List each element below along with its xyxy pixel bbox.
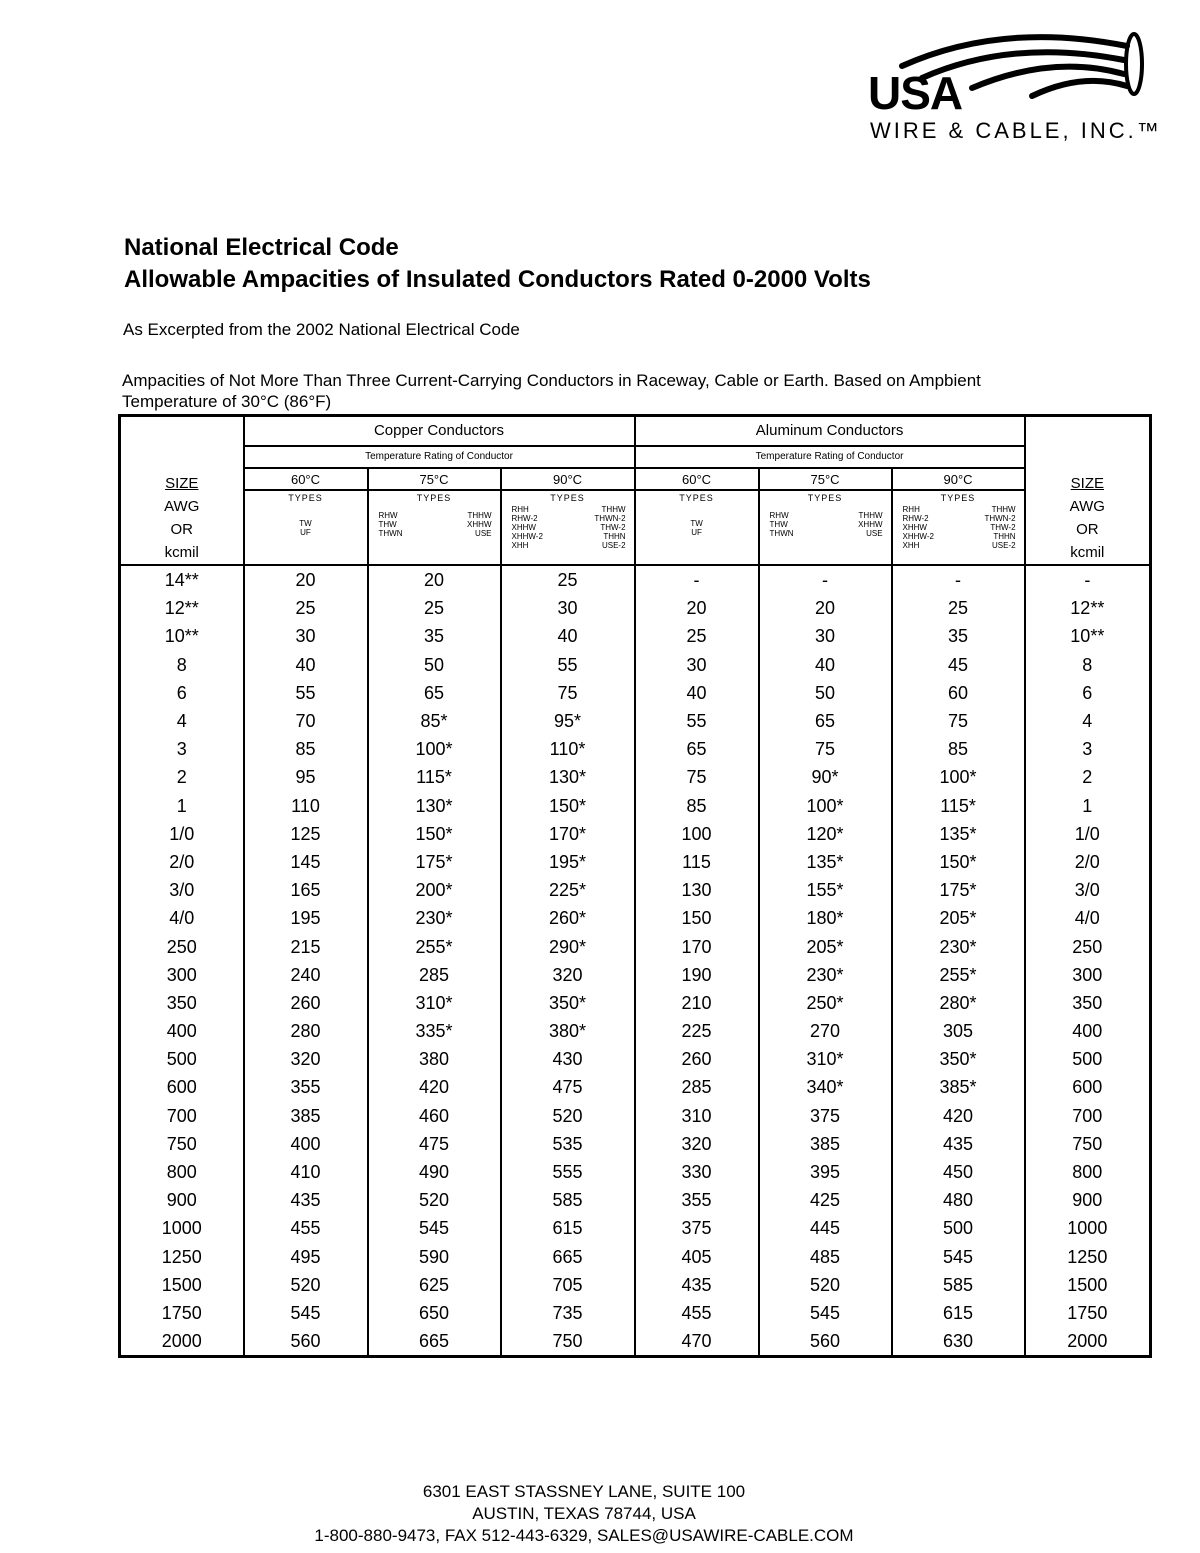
size-header-right: [1025, 416, 1151, 566]
table-row: [120, 735, 1151, 763]
cell-size: 1/0: [120, 820, 244, 848]
cell-cu-75: 625: [368, 1271, 501, 1299]
cell-al-75: 20: [759, 594, 892, 622]
cell-al-60: 85: [635, 792, 759, 820]
cu-temp-90: 90°C: [501, 468, 635, 490]
cell-cu-60: 110: [244, 792, 368, 820]
cell-size: 1500: [120, 1271, 244, 1299]
cell-cu-75: 150*: [368, 820, 501, 848]
cell-size: 400: [120, 1017, 244, 1045]
table-row: [120, 820, 1151, 848]
cell-al-60: 435: [635, 1271, 759, 1299]
table-row: [120, 1045, 1151, 1073]
cell-cu-90: 25: [501, 565, 635, 594]
cell-al-90: 585: [892, 1271, 1025, 1299]
cell-cu-60: 125: [244, 820, 368, 848]
cell-cu-60: 165: [244, 876, 368, 904]
cell-cu-75: 200*: [368, 876, 501, 904]
cell-cu-60: 20: [244, 565, 368, 594]
table-row: [120, 763, 1151, 791]
cell-al-60: 130: [635, 876, 759, 904]
cell-cu-75: 650: [368, 1299, 501, 1327]
cell-al-90: 480: [892, 1186, 1025, 1214]
al-temp-90: 90°C: [892, 468, 1025, 490]
cell-size-right: 400: [1025, 1017, 1151, 1045]
cell-cu-75: 20: [368, 565, 501, 594]
cell-size-right: 900: [1025, 1186, 1151, 1214]
cell-cu-60: 400: [244, 1130, 368, 1158]
cell-al-90: 175*: [892, 876, 1025, 904]
cell-cu-90: 705: [501, 1271, 635, 1299]
cell-cu-90: 195*: [501, 848, 635, 876]
cell-al-60: 210: [635, 989, 759, 1017]
cell-al-75: 310*: [759, 1045, 892, 1073]
cell-cu-75: 25: [368, 594, 501, 622]
cell-size-right: 750: [1025, 1130, 1151, 1158]
cell-al-60: 25: [635, 622, 759, 650]
cell-al-60: 455: [635, 1299, 759, 1327]
cell-al-90: 385*: [892, 1073, 1025, 1101]
cell-cu-75: 310*: [368, 989, 501, 1017]
table-row: [120, 651, 1151, 679]
size-label: SIZE: [1070, 475, 1104, 492]
table-row: [120, 622, 1151, 650]
cell-cu-90: 225*: [501, 876, 635, 904]
table-row: [120, 1243, 1151, 1271]
table-row: [120, 876, 1151, 904]
table-row: [120, 792, 1151, 820]
cell-cu-60: 455: [244, 1214, 368, 1242]
cell-al-60: 30: [635, 651, 759, 679]
cell-size-right: 250: [1025, 932, 1151, 960]
cell-cu-90: 665: [501, 1243, 635, 1271]
cell-al-75: 425: [759, 1186, 892, 1214]
subtitle: As Excerpted from the 2002 National Electrical Code: [123, 320, 520, 339]
cell-al-60: 190: [635, 961, 759, 989]
awg-label: AWG: [1069, 498, 1105, 515]
cell-size: 6: [120, 679, 244, 707]
cell-al-60: -: [635, 565, 759, 594]
cell-cu-90: 350*: [501, 989, 635, 1017]
table-row: [120, 1017, 1151, 1045]
cell-cu-90: 290*: [501, 932, 635, 960]
cell-size: 700: [120, 1102, 244, 1130]
table-row: [120, 1073, 1151, 1101]
cell-al-90: 255*: [892, 961, 1025, 989]
table-row: [120, 1158, 1151, 1186]
cell-al-75: 485: [759, 1243, 892, 1271]
cell-cu-75: 490: [368, 1158, 501, 1186]
table-row: [120, 848, 1151, 876]
awg-label: AWG: [164, 498, 200, 515]
table-row: [120, 1327, 1151, 1357]
cell-cu-90: 95*: [501, 707, 635, 735]
cell-al-90: 75: [892, 707, 1025, 735]
cell-al-90: 500: [892, 1214, 1025, 1242]
cell-cu-60: 145: [244, 848, 368, 876]
cell-al-75: 50: [759, 679, 892, 707]
table-row: [120, 679, 1151, 707]
copper-header: Copper Conductors: [244, 416, 635, 446]
cu-types-75: TYPES RHW THW THWN THHW XHHW USE: [368, 490, 501, 565]
cell-al-75: 90*: [759, 763, 892, 791]
cell-al-75: 120*: [759, 820, 892, 848]
cell-cu-90: 75: [501, 679, 635, 707]
cell-cu-75: 665: [368, 1327, 501, 1357]
cell-al-90: 45: [892, 651, 1025, 679]
al-types-90: TYPES RHH RHW-2 XHHW XHHW-2 XHH THHW THWN-2 THW-2 THHN USE-2: [892, 490, 1025, 565]
ampacity-table: [118, 414, 1152, 1358]
cell-cu-90: 320: [501, 961, 635, 989]
aluminum-header: Aluminum Conductors: [635, 416, 1025, 446]
cell-al-60: 150: [635, 904, 759, 932]
aluminum-temp-rating: Temperature Rating of Conductor: [635, 446, 1025, 468]
cell-al-60: 470: [635, 1327, 759, 1357]
cell-size-right: 10**: [1025, 622, 1151, 650]
cell-al-60: 225: [635, 1017, 759, 1045]
cell-size: 600: [120, 1073, 244, 1101]
cell-size-right: 300: [1025, 961, 1151, 989]
cell-al-60: 260: [635, 1045, 759, 1073]
cell-al-60: 285: [635, 1073, 759, 1101]
cell-al-60: 375: [635, 1214, 759, 1242]
table-row: [120, 1186, 1151, 1214]
cell-al-90: 450: [892, 1158, 1025, 1186]
cell-size-right: 12**: [1025, 594, 1151, 622]
cell-size-right: 8: [1025, 651, 1151, 679]
table-row: [120, 565, 1151, 594]
cell-al-75: 340*: [759, 1073, 892, 1101]
cell-cu-75: 520: [368, 1186, 501, 1214]
cell-size-right: 600: [1025, 1073, 1151, 1101]
kcmil-label: kcmil: [1070, 544, 1105, 561]
address-line-1: 6301 EAST STASSNEY LANE, SUITE 100: [422, 1482, 746, 1501]
cell-cu-75: 35: [368, 622, 501, 650]
cell-cu-60: 195: [244, 904, 368, 932]
cell-size-right: 1/0: [1025, 820, 1151, 848]
cell-size: 2000: [120, 1327, 244, 1357]
cell-cu-75: 545: [368, 1214, 501, 1242]
cell-cu-90: 30: [501, 594, 635, 622]
cell-size: 1: [120, 792, 244, 820]
cell-cu-90: 170*: [501, 820, 635, 848]
cell-cu-75: 230*: [368, 904, 501, 932]
cell-size-right: 3: [1025, 735, 1151, 763]
cell-cu-60: 260: [244, 989, 368, 1017]
cell-size-right: -: [1025, 565, 1151, 594]
table-row: [120, 904, 1151, 932]
cell-cu-90: 535: [501, 1130, 635, 1158]
table-row: [120, 989, 1151, 1017]
cell-cu-75: 175*: [368, 848, 501, 876]
cell-size: 12**: [120, 594, 244, 622]
cell-cu-90: 110*: [501, 735, 635, 763]
cell-al-90: 350*: [892, 1045, 1025, 1073]
table-row: [120, 1102, 1151, 1130]
cell-al-90: 35: [892, 622, 1025, 650]
cell-cu-90: 520: [501, 1102, 635, 1130]
cell-al-60: 55: [635, 707, 759, 735]
cell-al-90: 150*: [892, 848, 1025, 876]
title-line-2: Allowable Ampacities of Insulated Conductors Rated 0-2000 Volts: [124, 266, 871, 293]
cell-cu-60: 85: [244, 735, 368, 763]
cell-cu-60: 280: [244, 1017, 368, 1045]
cell-size-right: 2: [1025, 763, 1151, 791]
cell-al-60: 65: [635, 735, 759, 763]
cell-al-90: 615: [892, 1299, 1025, 1327]
cell-size: 350: [120, 989, 244, 1017]
cell-al-60: 115: [635, 848, 759, 876]
cell-size: 3/0: [120, 876, 244, 904]
table-row: [120, 932, 1151, 960]
cell-al-90: 85: [892, 735, 1025, 763]
cell-al-75: 230*: [759, 961, 892, 989]
cell-cu-60: 410: [244, 1158, 368, 1186]
logo-brand: USA: [868, 67, 963, 119]
cell-size-right: 4: [1025, 707, 1151, 735]
cell-cu-75: 475: [368, 1130, 501, 1158]
cell-size: 800: [120, 1158, 244, 1186]
cell-al-75: 100*: [759, 792, 892, 820]
cell-size: 250: [120, 932, 244, 960]
cell-al-90: 115*: [892, 792, 1025, 820]
cell-cu-75: 380: [368, 1045, 501, 1073]
cell-al-75: 135*: [759, 848, 892, 876]
cell-al-75: 205*: [759, 932, 892, 960]
cell-size: 3: [120, 735, 244, 763]
cell-al-90: 100*: [892, 763, 1025, 791]
cell-size: 500: [120, 1045, 244, 1073]
cell-al-60: 100: [635, 820, 759, 848]
cell-cu-60: 70: [244, 707, 368, 735]
cell-cu-60: 385: [244, 1102, 368, 1130]
cell-cu-75: 100*: [368, 735, 501, 763]
cell-cu-90: 615: [501, 1214, 635, 1242]
cell-al-60: 405: [635, 1243, 759, 1271]
cell-size-right: 1000: [1025, 1214, 1151, 1242]
cell-cu-90: 55: [501, 651, 635, 679]
cell-size-right: 4/0: [1025, 904, 1151, 932]
cell-size: 4/0: [120, 904, 244, 932]
footer-address: [0, 1481, 1168, 1547]
cell-al-90: 25: [892, 594, 1025, 622]
cell-cu-90: 555: [501, 1158, 635, 1186]
cell-cu-60: 355: [244, 1073, 368, 1101]
al-types-60: TYPES TW UF: [635, 490, 759, 565]
cell-cu-60: 435: [244, 1186, 368, 1214]
cell-al-75: 155*: [759, 876, 892, 904]
cell-size-right: 1500: [1025, 1271, 1151, 1299]
page-title: [124, 232, 871, 296]
table-row: [120, 1299, 1151, 1327]
cu-types-60: TYPES TW UF: [244, 490, 368, 565]
cell-cu-75: 255*: [368, 932, 501, 960]
cell-al-90: 305: [892, 1017, 1025, 1045]
cell-cu-60: 215: [244, 932, 368, 960]
cell-cu-90: 130*: [501, 763, 635, 791]
cu-temp-60: 60°C: [244, 468, 368, 490]
al-temp-75: 75°C: [759, 468, 892, 490]
cell-al-90: 545: [892, 1243, 1025, 1271]
cell-al-90: 420: [892, 1102, 1025, 1130]
cell-cu-60: 545: [244, 1299, 368, 1327]
cell-al-60: 20: [635, 594, 759, 622]
cell-size: 10**: [120, 622, 244, 650]
cell-cu-60: 520: [244, 1271, 368, 1299]
cell-size: 14**: [120, 565, 244, 594]
cell-cu-60: 560: [244, 1327, 368, 1357]
cell-cu-60: 240: [244, 961, 368, 989]
copper-temp-rating: Temperature Rating of Conductor: [244, 446, 635, 468]
cell-cu-90: 585: [501, 1186, 635, 1214]
cell-cu-60: 95: [244, 763, 368, 791]
table-row: [120, 594, 1151, 622]
cell-size: 8: [120, 651, 244, 679]
cell-al-75: 560: [759, 1327, 892, 1357]
title-line-1: National Electrical Code: [124, 234, 399, 261]
cell-cu-60: 495: [244, 1243, 368, 1271]
cell-al-60: 75: [635, 763, 759, 791]
cell-al-60: 170: [635, 932, 759, 960]
cell-al-90: 60: [892, 679, 1025, 707]
cell-cu-90: 150*: [501, 792, 635, 820]
logo-tagline: WIRE & CABLE, INC.™: [870, 118, 1162, 143]
cell-size-right: 2000: [1025, 1327, 1151, 1357]
cell-al-90: -: [892, 565, 1025, 594]
table-row: [120, 1130, 1151, 1158]
cell-size: 1750: [120, 1299, 244, 1327]
cell-size-right: 1: [1025, 792, 1151, 820]
cell-al-75: 375: [759, 1102, 892, 1130]
size-header-left: [120, 416, 244, 566]
cell-size-right: 800: [1025, 1158, 1151, 1186]
ampacity-table-wrapper: [118, 414, 1152, 1358]
cell-cu-75: 65: [368, 679, 501, 707]
description: Ampacities of Not More Than Three Current-Carrying Conductors in Raceway, Cable or Earth. Based on Ampbient Temperature of 30°C (86°F): [122, 371, 981, 411]
cell-size-right: 700: [1025, 1102, 1151, 1130]
cell-cu-60: 320: [244, 1045, 368, 1073]
al-temp-60: 60°C: [635, 468, 759, 490]
cell-size-right: 500: [1025, 1045, 1151, 1073]
cell-cu-90: 380*: [501, 1017, 635, 1045]
cu-types-90: TYPES RHH RHW-2 XHHW XHHW-2 XHH THHW THWN-2 THW-2 THHN USE-2: [501, 490, 635, 565]
cell-al-75: 30: [759, 622, 892, 650]
cell-cu-60: 55: [244, 679, 368, 707]
cell-al-75: 520: [759, 1271, 892, 1299]
table-body: [120, 565, 1151, 1357]
cell-al-90: 230*: [892, 932, 1025, 960]
cell-al-75: 250*: [759, 989, 892, 1017]
cell-cu-75: 50: [368, 651, 501, 679]
cell-cu-75: 285: [368, 961, 501, 989]
cell-cu-75: 460: [368, 1102, 501, 1130]
cell-al-75: 545: [759, 1299, 892, 1327]
cell-size-right: 1250: [1025, 1243, 1151, 1271]
cell-size-right: 3/0: [1025, 876, 1151, 904]
cu-temp-75: 75°C: [368, 468, 501, 490]
cell-size: 900: [120, 1186, 244, 1214]
cell-al-60: 310: [635, 1102, 759, 1130]
cell-al-60: 320: [635, 1130, 759, 1158]
cell-al-75: 385: [759, 1130, 892, 1158]
cell-size-right: 350: [1025, 989, 1151, 1017]
cell-al-60: 355: [635, 1186, 759, 1214]
cell-size: 300: [120, 961, 244, 989]
cell-size-right: 6: [1025, 679, 1151, 707]
cell-size: 4: [120, 707, 244, 735]
cell-size-right: 2/0: [1025, 848, 1151, 876]
cell-size: 750: [120, 1130, 244, 1158]
cell-al-75: 270: [759, 1017, 892, 1045]
cell-al-75: 75: [759, 735, 892, 763]
cell-al-60: 330: [635, 1158, 759, 1186]
cell-cu-60: 25: [244, 594, 368, 622]
cell-cu-90: 735: [501, 1299, 635, 1327]
cell-size: 1000: [120, 1214, 244, 1242]
cell-al-75: 395: [759, 1158, 892, 1186]
cell-al-60: 40: [635, 679, 759, 707]
cell-cu-90: 40: [501, 622, 635, 650]
cell-al-75: 65: [759, 707, 892, 735]
cell-cu-90: 475: [501, 1073, 635, 1101]
cell-al-75: 180*: [759, 904, 892, 932]
or-label: OR: [1076, 521, 1099, 538]
cell-cu-90: 430: [501, 1045, 635, 1073]
cell-cu-60: 40: [244, 651, 368, 679]
cell-size: 1250: [120, 1243, 244, 1271]
cell-al-75: -: [759, 565, 892, 594]
kcmil-label: kcmil: [164, 544, 199, 561]
table-row: [120, 707, 1151, 735]
size-label: SIZE: [165, 475, 199, 492]
cell-size: 2: [120, 763, 244, 791]
table-row: [120, 1214, 1151, 1242]
cell-cu-75: 85*: [368, 707, 501, 735]
cell-cu-90: 260*: [501, 904, 635, 932]
table-row: [120, 1271, 1151, 1299]
cell-al-75: 445: [759, 1214, 892, 1242]
cell-cu-90: 750: [501, 1327, 635, 1357]
table-row: [120, 961, 1151, 989]
address-line-3: 1-800-880-9473, FAX 512-443-6329, SALES@USAWIRE-CABLE.COM: [314, 1526, 854, 1545]
cell-cu-75: 420: [368, 1073, 501, 1101]
cell-al-90: 630: [892, 1327, 1025, 1357]
cell-cu-75: 130*: [368, 792, 501, 820]
cell-al-90: 435: [892, 1130, 1025, 1158]
cell-cu-75: 335*: [368, 1017, 501, 1045]
cell-cu-60: 30: [244, 622, 368, 650]
cell-al-90: 280*: [892, 989, 1025, 1017]
address-line-2: AUSTIN, TEXAS 78744, USA: [472, 1504, 696, 1523]
cell-cu-75: 115*: [368, 763, 501, 791]
cell-size-right: 1750: [1025, 1299, 1151, 1327]
company-logo: [862, 26, 1162, 146]
al-types-75: TYPES RHW THW THWN THHW XHHW USE: [759, 490, 892, 565]
cell-cu-75: 590: [368, 1243, 501, 1271]
cell-size: 2/0: [120, 848, 244, 876]
cell-al-75: 40: [759, 651, 892, 679]
cell-al-90: 205*: [892, 904, 1025, 932]
cell-al-90: 135*: [892, 820, 1025, 848]
or-label: OR: [170, 521, 193, 538]
